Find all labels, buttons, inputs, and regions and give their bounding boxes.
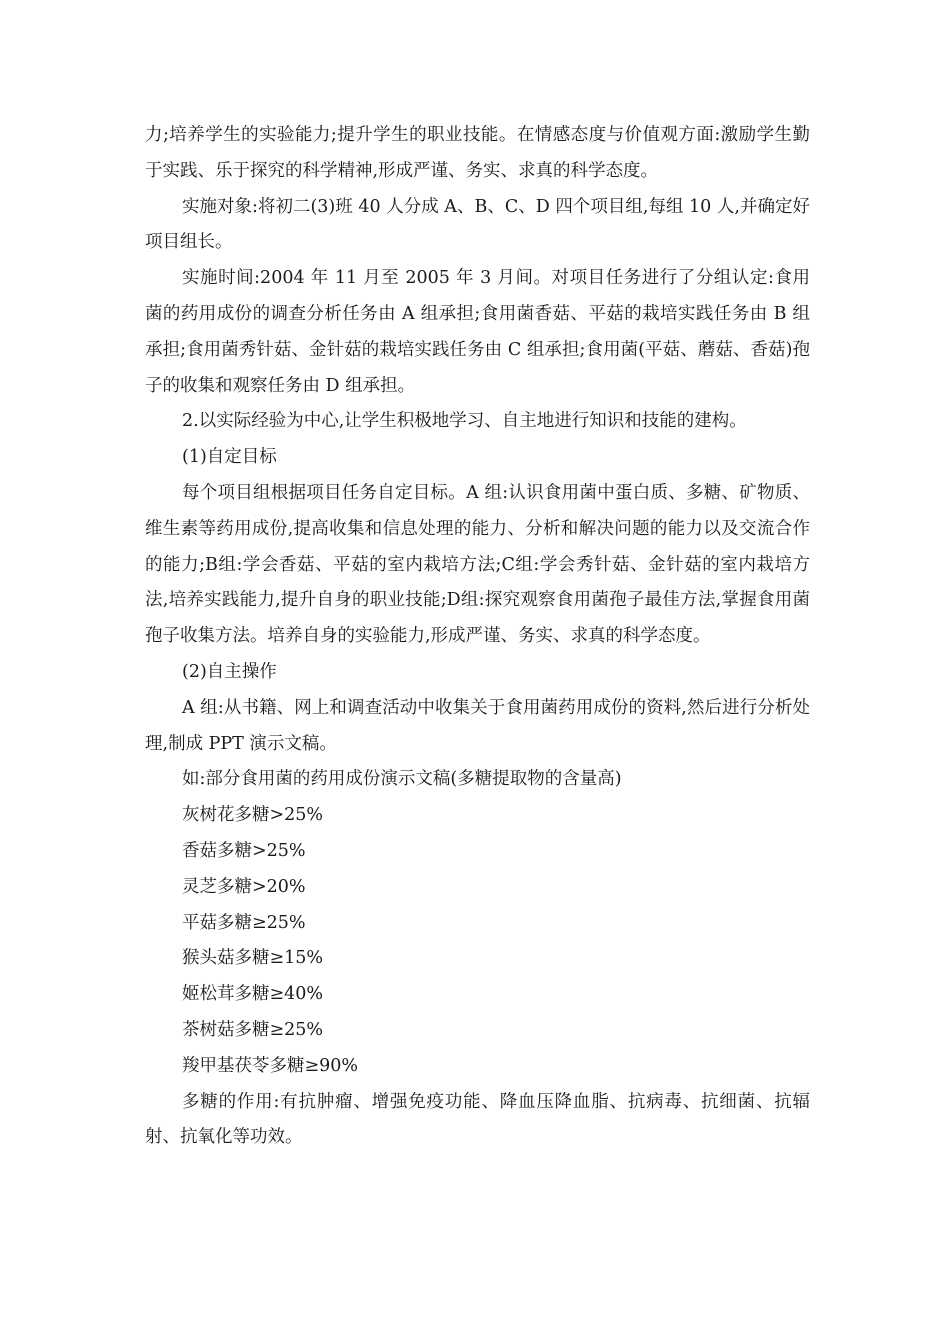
paragraph-group-a-operation: A 组:从书籍、网上和调查活动中收集关于食用菌药用成份的资料,然后进行分析处理,制成 PPT 演示文稿。 <box>145 697 810 754</box>
paragraph-implementation-target: 实施对象:将初二(3)班 40 人分成 A、B、C、D 四个项目组,每组 10 人,并确定好项目组长。 <box>145 196 810 253</box>
list-item: 姬松茸多糖≥40% <box>182 984 324 1005</box>
list-item: 香菇多糖>25% <box>182 840 306 861</box>
paragraph-polysaccharide-effects: 多糖的作用:有抗肿瘤、增强免疫功能、降血压降血脂、抗病毒、抗细菌、抗辐射、抗氧化等功效。 <box>145 1091 810 1148</box>
heading-self-operation: (2)自主操作 <box>182 661 277 682</box>
list-item: 平菇多糖≥25% <box>182 912 306 933</box>
paragraph-example-intro: 如:部分食用菌的药用成份演示文稿(多糖提取物的含量高) <box>182 769 622 790</box>
heading-self-set-goals: (1)自定目标 <box>182 447 277 468</box>
polysaccharide-list <box>145 798 810 1084</box>
list-item: 猴头菇多糖≥15% <box>182 948 324 969</box>
list-item: 茶树菇多糖≥25% <box>182 1019 324 1040</box>
paragraph-objectives-continued: 力;培养学生的实验能力;提升学生的职业技能。在情感态度与价值观方面:激励学生勤于实践、乐于探究的科学精神,形成严谨、务实、求真的科学态度。 <box>145 125 810 181</box>
document-body <box>145 118 810 1156</box>
paragraph-implementation-time: 实施时间:2004 年 11 月至 2005 年 3 月间。对项目任务进行了分组认定:食用菌的药用成份的调查分析任务由 A 组承担;食用菌香菇、平菇的栽培实践任务由 B 组承担;食用菌秀针菇、金针菇的栽培实践任务由 C 组承担;食用菌(平菇、蘑菇、香菇)孢子的收集和观察任务由 D 组承担。 <box>145 268 810 396</box>
paragraph-experience-center: 2.以实际经验为中心,让学生积极地学习、自主地进行知识和技能的建构。 <box>182 411 747 432</box>
list-item: 灰树花多糖>25% <box>182 805 324 826</box>
list-item: 羧甲基茯苓多糖≥90% <box>182 1055 359 1076</box>
list-item: 灵芝多糖>20% <box>182 876 306 897</box>
paragraph-group-goals: 每个项目组根据项目任务自定目标。A 组:认识食用菌中蛋白质、多糖、矿物质、维生素等药用成份,提高收集和信息处理的能力、分析和解决问题的能力以及交流合作的能力;B组:学会香菇、平菇的室内栽培方法;C组:学会秀针菇、金针菇的室内栽培方法,培养实践能力,提升自身的职业技能;D组:探究观察食用菌孢子最佳方法,掌握食用菌孢子收集方法。培养自身的实验能力,形成严谨、务实、求真的科学态度。 <box>145 482 810 647</box>
